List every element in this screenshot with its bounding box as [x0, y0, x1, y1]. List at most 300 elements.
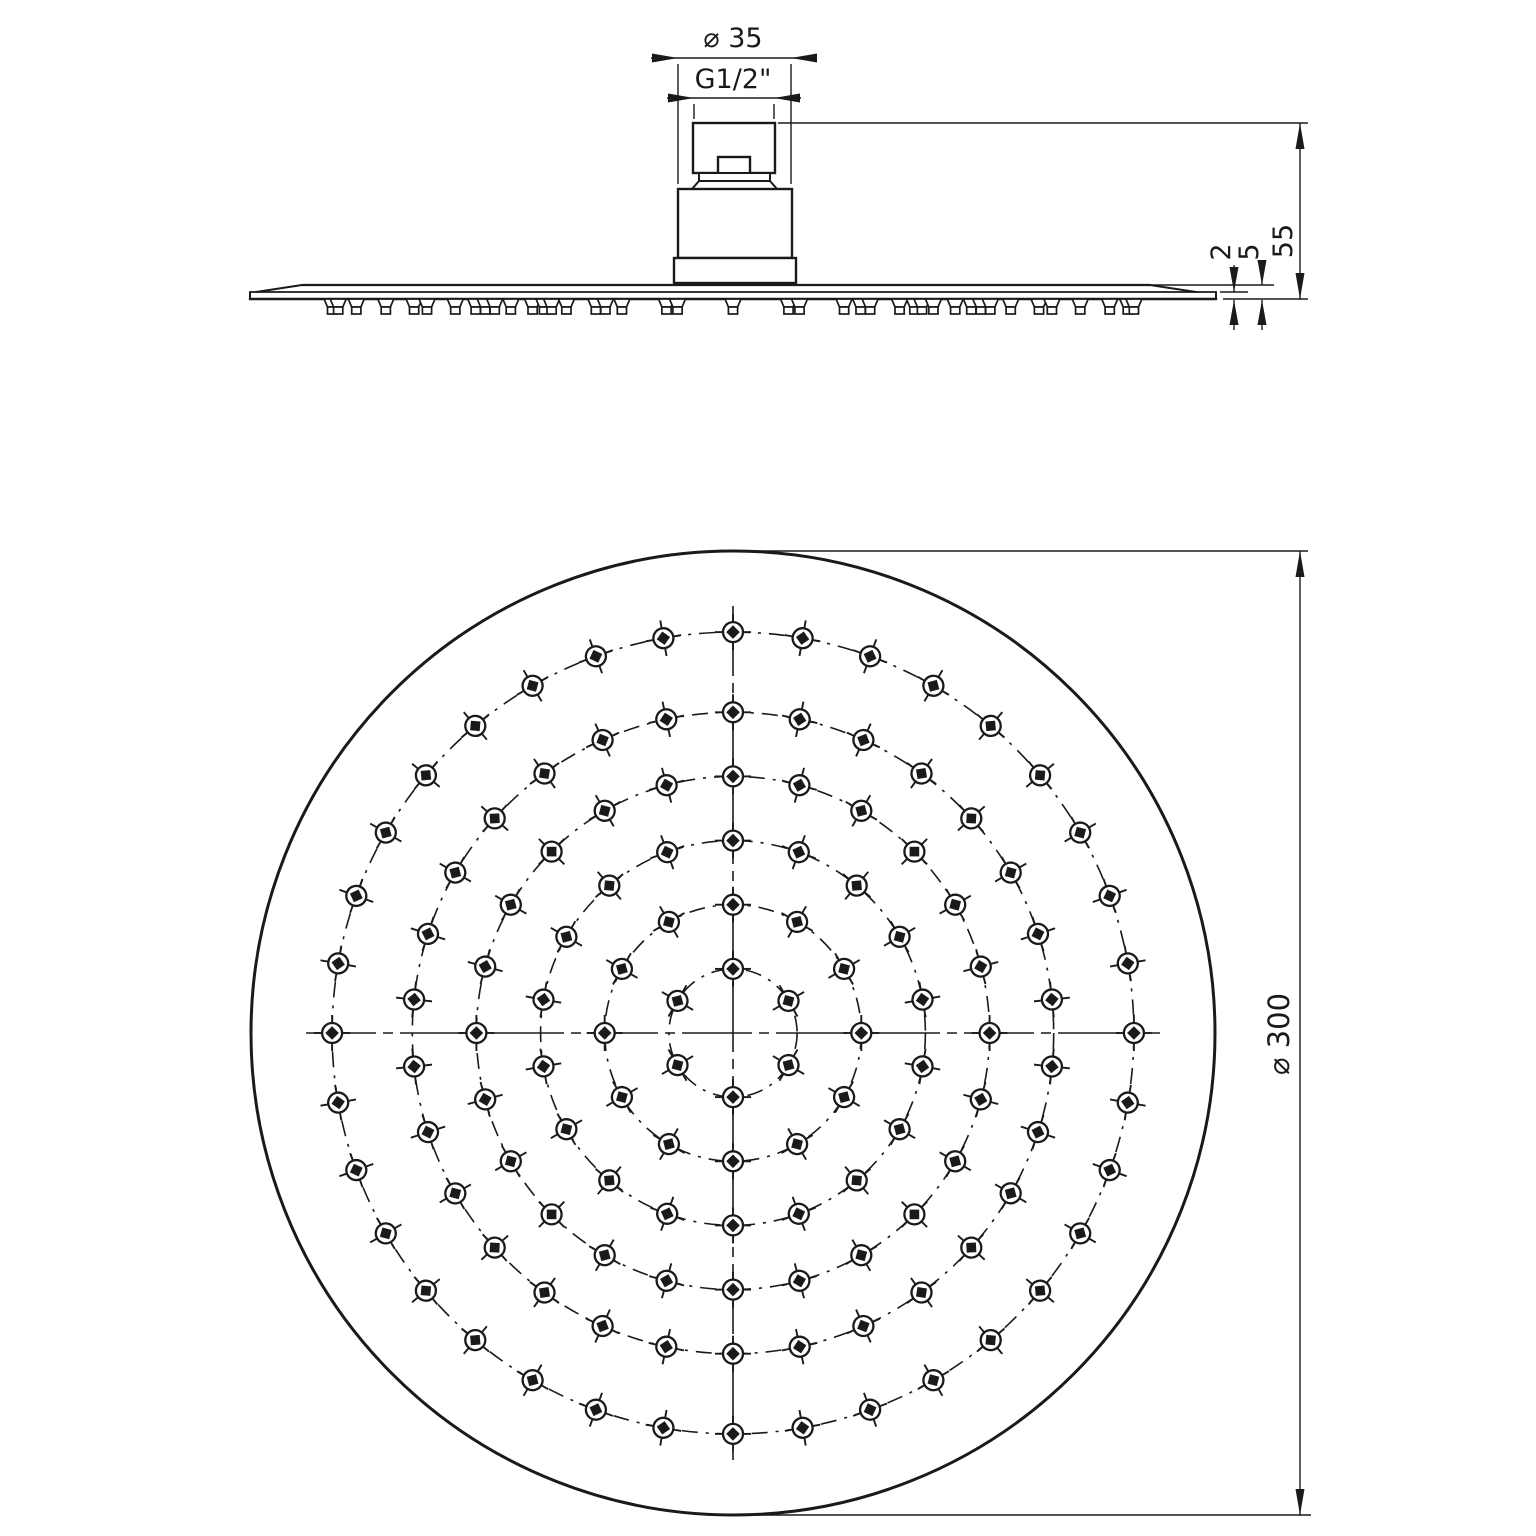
nozzle-cone-icon	[330, 299, 346, 307]
nozzle-tick-icon	[677, 1284, 684, 1286]
nozzle-tick-icon	[438, 937, 445, 939]
nozzle-tick-icon	[1120, 1174, 1127, 1177]
nozzle-tick-icon	[1002, 1202, 1006, 1208]
nozzle-tick-icon	[662, 1070, 668, 1074]
nozzle-tick-icon	[524, 670, 528, 676]
nozzle-cone-icon	[670, 299, 686, 307]
nozzle-tick-icon	[411, 1135, 418, 1137]
nozzle-tick-icon	[650, 1208, 657, 1211]
nozzle-tick-icon	[963, 969, 970, 971]
spray-nozzle	[333, 1147, 379, 1193]
nozzle-tick-icon	[415, 982, 416, 989]
spray-nozzle	[486, 1137, 535, 1186]
nozzle-tick-icon	[940, 1152, 946, 1156]
nozzle-tick-icon	[391, 1242, 395, 1248]
nozzle-tick-icon	[963, 1095, 970, 1097]
nozzle-tick-icon	[462, 733, 468, 738]
nozzle-foot-icon	[967, 307, 976, 314]
spray-nozzle	[715, 1336, 751, 1372]
nozzle-foot-icon	[547, 307, 556, 314]
nozzle-tick-icon	[677, 846, 684, 849]
spray-nozzle	[463, 1077, 507, 1121]
spray-nozzle	[782, 1407, 824, 1449]
nozzle-tick-icon	[534, 759, 538, 765]
nozzle-tick-icon	[616, 1167, 621, 1173]
nozzle-tick-icon	[964, 896, 970, 900]
nozzle-tick-icon	[909, 928, 915, 932]
spray-nozzle	[653, 976, 702, 1025]
nozzle-cone-icon	[982, 299, 998, 307]
nozzle-tick-icon	[464, 1184, 470, 1188]
nozzle-tick-icon	[599, 666, 602, 673]
nozzle-tick-icon	[1071, 817, 1075, 823]
nozzle-tick-icon	[773, 1056, 779, 1060]
spray-nozzle	[782, 617, 824, 659]
spray-nozzle	[773, 897, 822, 946]
spray-nozzle	[959, 945, 1003, 989]
nozzle-tick-icon	[788, 1129, 792, 1135]
nozzle-tick-icon	[902, 1222, 907, 1227]
nozzle-tick-icon	[671, 862, 674, 869]
nozzle-tick-icon	[810, 1276, 817, 1278]
nozzle-tick-icon	[997, 712, 1002, 718]
spray-nozzle	[1015, 750, 1066, 801]
nozzle-tick-icon	[366, 899, 373, 902]
nozzle-tick-icon	[606, 1413, 613, 1416]
nozzle-tick-icon	[481, 1255, 487, 1260]
nozzle-tick-icon	[918, 1385, 924, 1389]
nozzle-tick-icon	[1125, 946, 1126, 953]
nozzle-tick-icon	[1053, 1049, 1054, 1056]
nozzle-tick-icon	[1062, 1068, 1069, 1069]
nozzle-tick-icon	[340, 1113, 341, 1120]
nozzle-tick-icon	[554, 1001, 561, 1002]
nozzle-tick-icon	[530, 1282, 536, 1286]
nozzle-tick-icon	[853, 650, 860, 653]
nozzle-foot-icon	[929, 307, 938, 314]
nozzle-tick-icon	[391, 817, 395, 823]
spray-nozzle	[486, 880, 535, 929]
spray-nozzle	[523, 1046, 565, 1088]
nozzle-tick-icon	[320, 960, 327, 961]
spray-nozzle	[972, 1015, 1008, 1051]
nozzle-tick-icon	[922, 839, 927, 844]
nozzle-tick-icon	[412, 1297, 418, 1302]
spray-nozzle	[405, 1109, 450, 1154]
nozzle-tick-icon	[997, 1348, 1002, 1354]
nozzle-tick-icon	[483, 714, 489, 719]
nozzle-tick-icon	[804, 620, 805, 627]
nozzle-tick-icon	[959, 805, 964, 811]
nozzle-tick-icon	[663, 702, 665, 709]
nozzle-tick-icon	[502, 805, 507, 811]
nozzle-tick-icon	[852, 1240, 856, 1246]
nozzle-tick-icon	[853, 1102, 859, 1106]
nozzle-tick-icon	[553, 1299, 559, 1303]
nozzle-tick-icon	[999, 733, 1005, 738]
nozzle-tick-icon	[1104, 1180, 1107, 1187]
nozzle-tick-icon	[856, 1310, 859, 1317]
nozzle-tick-icon	[422, 944, 424, 951]
nozzle-tick-icon	[395, 838, 401, 842]
nozzle-tick-icon	[863, 872, 868, 878]
nozzle-tick-icon	[596, 1169, 602, 1174]
spray-nozzle	[463, 945, 507, 989]
nozzle-tick-icon	[589, 1246, 595, 1250]
nozzle-tick-icon	[782, 1217, 789, 1220]
nozzle-cone-icon	[836, 299, 852, 307]
nozzle-tick-icon	[414, 783, 419, 789]
nozzle-tick-icon	[976, 1110, 978, 1117]
nozzle-tick-icon	[483, 1347, 489, 1352]
nozzle-tick-icon	[802, 1357, 804, 1364]
nozzle-tick-icon	[412, 1010, 413, 1017]
spray-nozzle	[542, 912, 591, 961]
nozzle-tick-icon	[539, 839, 544, 844]
nozzle-tick-icon	[599, 1393, 602, 1400]
nozzle-tick-icon	[799, 1410, 800, 1417]
nozzle-cone-icon	[1003, 299, 1019, 307]
nozzle-tick-icon	[575, 942, 581, 946]
spray-nozzle	[778, 698, 821, 741]
nozzle-tick-icon	[438, 1127, 445, 1129]
nozzle-tick-icon	[979, 806, 985, 811]
side-nozzle	[348, 299, 364, 314]
spray-nozzle	[644, 1120, 693, 1169]
nozzle-cone-icon	[1126, 299, 1142, 307]
nozzle-tick-icon	[1048, 764, 1054, 769]
nozzle-tick-icon	[586, 1319, 593, 1322]
spray-nozzle	[778, 1325, 821, 1368]
nozzle-tick-icon	[880, 660, 887, 663]
nozzle-tick-icon	[924, 1365, 928, 1371]
nozzle-tick-icon	[880, 1404, 887, 1407]
spray-nozzle	[597, 1073, 646, 1122]
nozzle-tick-icon	[868, 1336, 871, 1343]
spray-nozzle	[777, 763, 821, 807]
nozzle-tick-icon	[813, 640, 820, 641]
side-nozzle	[1003, 299, 1019, 314]
nozzle-tick-icon	[809, 1208, 816, 1211]
nozzle-tick-icon	[542, 1385, 548, 1389]
nozzle-tick-icon	[674, 931, 678, 937]
nozzle-tick-icon	[663, 1357, 665, 1364]
spray-nozzle	[401, 750, 452, 801]
nozzle-tick-icon	[517, 1371, 523, 1375]
nozzle-tick-icon	[495, 896, 501, 900]
nozzle-tick-icon	[1085, 1218, 1089, 1224]
spray-nozzle	[519, 1267, 569, 1317]
nozzle-tick-icon	[590, 639, 593, 646]
nozzle-tick-icon	[845, 1167, 850, 1173]
nozzle-tick-icon	[810, 1343, 817, 1345]
nozzle-tick-icon	[867, 1264, 871, 1270]
arrowhead-icon	[668, 94, 694, 103]
arrowhead-icon	[1258, 260, 1267, 285]
nozzle-tick-icon	[422, 1115, 424, 1122]
side-nozzle	[1044, 299, 1060, 314]
nozzle-tick-icon	[646, 1425, 653, 1426]
nozzle-tick-icon	[1029, 762, 1034, 768]
spray-nozzle	[580, 1231, 629, 1280]
nozzle-tick-icon	[606, 960, 612, 964]
dim-label-5: 5	[1234, 243, 1265, 261]
nozzle-tick-icon	[782, 716, 789, 718]
spray-nozzle	[542, 1105, 591, 1154]
nozzle-tick-icon	[488, 949, 490, 956]
nozzle-tick-icon	[870, 816, 876, 820]
nozzle-tick-icon	[559, 1202, 564, 1207]
nozzle-tick-icon	[922, 1202, 927, 1207]
nozzle-foot-icon	[528, 307, 537, 314]
nozzle-tick-icon	[1048, 1135, 1055, 1137]
nozzle-tick-icon	[809, 856, 816, 859]
arrowhead-icon	[1296, 123, 1305, 149]
nozzle-tick-icon	[868, 724, 871, 731]
nozzle-tick-icon	[649, 788, 656, 790]
nozzle-tick-icon	[559, 1222, 564, 1227]
nozzle-tick-icon	[674, 635, 681, 636]
nozzle-foot-icon	[410, 307, 419, 314]
nozzle-tick-icon	[958, 825, 964, 830]
thread-inner-tab	[718, 157, 750, 174]
spray-nozzle	[1056, 808, 1105, 857]
side-nozzle	[725, 299, 741, 314]
nozzle-foot-icon	[662, 307, 671, 314]
nozzle-tick-icon	[922, 859, 927, 864]
nozzle-tick-icon	[524, 1389, 528, 1395]
nozzle-tick-icon	[864, 666, 867, 673]
nozzle-cone-icon	[487, 299, 503, 307]
nozzle-tick-icon	[933, 1068, 940, 1069]
nozzle-tick-icon	[940, 910, 946, 914]
nozzle-tick-icon	[884, 942, 890, 946]
spray-nozzle	[1087, 1147, 1133, 1193]
nozzle-tick-icon	[984, 977, 986, 984]
nozzle-tick-icon	[991, 962, 998, 964]
nozzle-tick-icon	[662, 992, 668, 996]
nozzle-tick-icon	[1065, 838, 1071, 842]
nozzle-tick-icon	[1138, 960, 1145, 961]
nozzle-foot-icon	[1105, 307, 1114, 314]
nozzle-tick-icon	[462, 1329, 468, 1334]
spray-nozzle	[773, 1120, 822, 1169]
spray-nozzle	[820, 1073, 869, 1122]
nozzle-foot-icon	[471, 307, 480, 314]
nozzle-tick-icon	[674, 1129, 678, 1135]
nozzle-tick-icon	[1113, 906, 1116, 913]
spray-nozzle	[431, 848, 480, 897]
nozzle-tick-icon	[1047, 783, 1052, 789]
nozzle-cone-icon	[378, 299, 394, 307]
spray-nozzle	[764, 976, 813, 1025]
nozzle-tick-icon	[607, 750, 610, 757]
spray-nozzle	[715, 823, 751, 859]
nozzle-cone-icon	[614, 299, 630, 307]
nozzle-tick-icon	[377, 1218, 381, 1224]
nozzle-tick-icon	[1048, 928, 1055, 930]
nozzle-foot-icon	[673, 307, 682, 314]
nozzle-tick-icon	[795, 1263, 797, 1270]
nozzle-tick-icon	[810, 788, 817, 790]
nozzle-tick-icon	[1050, 982, 1051, 989]
nozzle-tick-icon	[631, 974, 637, 978]
nozzle-tick-icon	[540, 1049, 541, 1056]
nozzle-tick-icon	[662, 768, 664, 775]
spray-nozzle	[644, 897, 693, 946]
nozzle-tick-icon	[798, 1070, 804, 1074]
spray-nozzle	[579, 1302, 627, 1350]
spray-nozzle	[889, 1189, 940, 1240]
nozzle-foot-icon	[381, 307, 390, 314]
nozzle-tick-icon	[395, 1224, 401, 1228]
spray-nozzle	[519, 748, 569, 798]
nozzle-tick-icon	[804, 1438, 805, 1445]
nozzle-cone-icon	[947, 299, 963, 307]
side-nozzle	[503, 299, 519, 314]
nozzle-tick-icon	[539, 1222, 544, 1227]
nozzle-tick-icon	[339, 1174, 346, 1177]
nozzle-tick-icon	[976, 949, 978, 956]
nozzle-tick-icon	[1130, 974, 1131, 981]
nozzle-tick-icon	[813, 1425, 820, 1426]
spray-nozzle	[715, 1143, 751, 1179]
nozzle-tick-icon	[1071, 1242, 1075, 1248]
side-view	[250, 23, 1308, 330]
nozzle-tick-icon	[481, 977, 483, 984]
nozzle-tick-icon	[846, 802, 852, 806]
spray-nozzle	[450, 701, 501, 752]
nozzle-tick-icon	[596, 892, 602, 897]
nozzle-tick-icon	[785, 635, 792, 636]
nozzle-tick-icon	[610, 820, 614, 826]
nozzle-cone-icon	[725, 299, 741, 307]
nozzle-foot-icon	[728, 307, 737, 314]
nozzle-tick-icon	[320, 1104, 327, 1105]
nozzle-tick-icon	[482, 1326, 487, 1332]
spray-nozzle	[902, 1046, 944, 1088]
nozzle-tick-icon	[1020, 864, 1026, 868]
spray-nozzle	[394, 980, 434, 1020]
nozzle-tick-icon	[853, 1413, 860, 1416]
nozzle-tick-icon	[607, 1310, 610, 1317]
spray-nozzle	[837, 1231, 886, 1280]
nozzle-tick-icon	[918, 677, 924, 681]
spray-nozzle	[1116, 1015, 1152, 1051]
spray-nozzle	[587, 1015, 623, 1051]
nozzle-tick-icon	[431, 917, 433, 924]
nozzle-tick-icon	[793, 862, 796, 869]
nozzle-tick-icon	[677, 781, 684, 783]
nozzle-tick-icon	[995, 878, 1001, 882]
nozzle-foot-icon	[784, 307, 793, 314]
nozzle-tick-icon	[782, 781, 789, 783]
spray-nozzle	[1107, 1082, 1149, 1124]
nozzle-tick-icon	[662, 1291, 664, 1298]
nozzle-tick-icon	[366, 1164, 373, 1167]
nozzle-tick-icon	[1120, 890, 1127, 893]
nozzle-tick-icon	[551, 1134, 557, 1138]
nozzle-foot-icon	[617, 307, 626, 314]
nozzle-tick-icon	[610, 1240, 614, 1246]
nozzle-tick-icon	[464, 712, 469, 718]
nozzle-tick-icon	[370, 1239, 376, 1243]
nozzle-tick-icon	[598, 1188, 603, 1194]
spray-nozzle	[450, 1315, 501, 1366]
nozzle-tick-icon	[930, 780, 936, 784]
nozzle-tick-icon	[1034, 1065, 1041, 1066]
nozzle-cone-icon	[447, 299, 463, 307]
dim-label-thread: G1/2"	[694, 64, 772, 95]
plate-chamfer-right	[1150, 285, 1196, 292]
nozzle-foot-icon	[334, 307, 343, 314]
nozzle-cone-icon	[503, 299, 519, 307]
nozzle-tick-icon	[606, 1102, 612, 1106]
nozzle-tick-icon	[802, 768, 804, 775]
spray-nozzle	[909, 661, 958, 710]
nozzle-foot-icon	[1076, 307, 1085, 314]
nozzle-tick-icon	[575, 1120, 581, 1124]
nozzle-tick-icon	[526, 1068, 533, 1069]
spray-nozzle	[643, 617, 685, 659]
side-nozzle	[378, 299, 394, 314]
nozzle-tick-icon	[554, 1063, 561, 1064]
nozzle-tick-icon	[595, 1336, 598, 1343]
nozzle-tick-icon	[794, 1010, 798, 1016]
nozzle-cone-icon	[558, 299, 574, 307]
nozzle-tick-icon	[856, 750, 859, 757]
nozzle-tick-icon	[902, 839, 907, 844]
nozzle-tick-icon	[482, 734, 487, 740]
nozzle-tick-icon	[425, 1001, 432, 1002]
nozzle-tick-icon	[415, 1077, 416, 1084]
nozzle-tick-icon	[539, 1202, 544, 1207]
spray-nozzle	[526, 826, 577, 877]
nozzle-tick-icon	[349, 1099, 356, 1100]
nozzle-tick-icon	[1093, 1164, 1100, 1167]
spray-nozzle	[715, 1272, 751, 1308]
spray-nozzle	[715, 614, 751, 650]
nozzle-foot-icon	[1006, 307, 1015, 314]
spray-nozzle	[931, 1137, 980, 1186]
spray-nozzle	[643, 1407, 685, 1449]
nozzle-tick-icon	[964, 1167, 970, 1171]
spray-nozzle	[526, 1189, 577, 1240]
nozzle-tick-icon	[488, 1110, 490, 1117]
nozzle-tick-icon	[377, 842, 381, 848]
spray-nozzle	[644, 1191, 690, 1237]
nozzle-tick-icon	[829, 1088, 835, 1092]
nozzle-tick-icon	[483, 826, 488, 832]
side-nozzle-row	[324, 299, 1142, 314]
nozzle-tick-icon	[979, 1255, 985, 1260]
nozzle-tick-icon	[802, 835, 805, 842]
nozzle-tick-icon	[595, 724, 598, 731]
spray-nozzle	[573, 1387, 619, 1433]
nozzle-tick-icon	[1020, 1199, 1026, 1203]
side-nozzle	[1102, 299, 1118, 314]
nozzle-tick-icon	[773, 1006, 779, 1010]
nozzle-tick-icon	[579, 1404, 586, 1407]
arrowhead-icon	[1296, 551, 1305, 577]
nozzle-tick-icon	[586, 744, 593, 747]
spray-nozzle	[317, 943, 359, 985]
nozzle-tick-icon	[928, 1301, 932, 1307]
nozzle-tick-icon	[978, 1234, 983, 1240]
nozzle-foot-icon	[986, 307, 995, 314]
nozzle-tick-icon	[1125, 1113, 1126, 1120]
spray-nozzle	[889, 826, 940, 877]
